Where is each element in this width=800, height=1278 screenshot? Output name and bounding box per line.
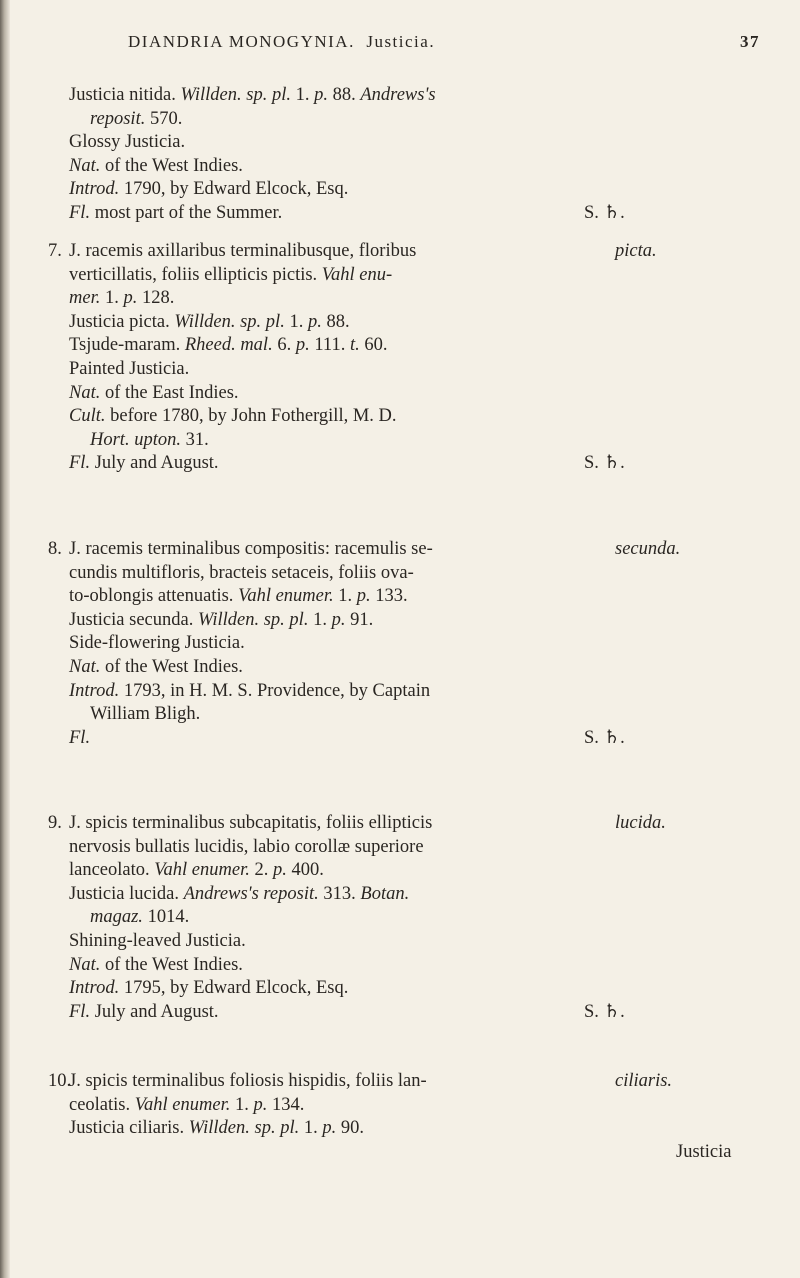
text-fragment: p. [307, 311, 322, 332]
text-fragment: Introd. [69, 179, 120, 200]
entry-line [48, 382, 748, 406]
text-fragment: t. [349, 335, 360, 356]
entry-line [48, 727, 748, 751]
text-fragment: 134. [267, 1094, 305, 1115]
text-fragment: p. [314, 85, 328, 105]
text-fragment: mer. [69, 288, 101, 309]
text-fragment: 31. [180, 429, 209, 450]
text-fragment: J. racemis axillaribus terminalibusque, floribus [69, 241, 417, 261]
text-fragment: Introd. [69, 680, 120, 701]
text-fragment: 1. [291, 85, 315, 105]
entry-line [48, 287, 748, 311]
page-number: 37 [740, 32, 760, 51]
entry-line [48, 906, 748, 930]
entry-line [48, 656, 748, 680]
text-fragment: cundis multifloris, bracteis setaceis, foliis ova- [69, 562, 414, 583]
text-fragment: 111. [309, 335, 350, 356]
text-fragment: of the West Indies. [100, 656, 243, 677]
entry-ciliaris [48, 1070, 748, 1164]
entry-line [48, 108, 748, 132]
entry-line [48, 1117, 748, 1141]
text-fragment: Fl. [69, 453, 91, 474]
entry-number: 9. [48, 813, 62, 833]
entry-line [48, 954, 748, 978]
text-fragment: J. spicis terminalibus subcapitatis, foliis ellipticis [69, 813, 433, 833]
text-fragment: Willden. sp. pl. [188, 1118, 300, 1139]
text-fragment: 6. [272, 335, 296, 356]
season-marker: S. ♄. [584, 202, 625, 223]
text-fragment: 128. [137, 288, 175, 309]
text-fragment: 1. [308, 609, 332, 630]
entry-line [48, 585, 748, 609]
text-fragment: 1790, by Edward Elcock, Esq. [119, 179, 349, 200]
entry-line [48, 84, 748, 108]
entry-line [48, 452, 748, 476]
entry-line [48, 405, 748, 429]
catchword: Justicia [676, 1141, 732, 1162]
text-fragment: Botan. [360, 883, 410, 904]
text-fragment: 1014. [142, 907, 190, 928]
text-fragment: Fl. [69, 202, 91, 223]
entry-line [48, 680, 748, 704]
text-fragment: 1. [333, 586, 357, 607]
entry-secunda [48, 538, 748, 750]
text-fragment: Justicia picta. [69, 311, 175, 332]
text-fragment: Vahl enumer. [154, 860, 250, 881]
text-fragment: Andrews's reposit. [183, 883, 319, 904]
text-fragment: J. spicis terminalibus foliosis hispidis, foliis lan- [69, 1071, 427, 1091]
text-fragment: 1. [299, 1118, 323, 1139]
entry-line [48, 609, 748, 633]
entry-line [48, 632, 748, 656]
text-fragment: 570. [145, 108, 183, 129]
season-marker: S. ♄. [584, 727, 625, 748]
catchword-line [48, 1141, 748, 1165]
text-fragment: 1. [100, 288, 124, 309]
text-fragment: Nat. [69, 155, 101, 176]
text-fragment: Andrews's [360, 85, 436, 105]
text-fragment: 1. [230, 1094, 254, 1115]
species-name: picta. [615, 241, 657, 261]
text-fragment: lanceolato. [69, 860, 155, 881]
text-fragment: nervosis bullatis lucidis, labio corollæ superiore [69, 836, 424, 857]
text-fragment: Painted Justicia. [69, 358, 190, 379]
text-fragment: verticillatis, foliis ellipticis pictis. [69, 264, 322, 285]
text-fragment: Tsjude-maram. [69, 335, 185, 356]
text-fragment: Vahl enu- [321, 264, 393, 285]
text-fragment: most part of the Summer. [90, 202, 283, 223]
entry-lucida [48, 812, 748, 1024]
text-fragment: July and August. [90, 1001, 219, 1022]
text-fragment: magaz. [90, 907, 143, 928]
text-fragment: J. racemis terminalibus compositis: racemulis se- [69, 539, 433, 559]
text-fragment: Vahl enumer. [134, 1094, 231, 1115]
text-fragment: Willden. sp. pl. [180, 85, 291, 105]
text-fragment: 90. [336, 1118, 364, 1139]
text-fragment: to-oblongis attenuatis. [69, 586, 239, 607]
text-fragment: Nat. [69, 954, 101, 975]
text-fragment: 60. [359, 335, 388, 356]
text-fragment: p. [253, 1094, 268, 1115]
entry-line [48, 311, 748, 335]
text-fragment: Side-flowering Justicia. [69, 633, 245, 654]
text-fragment: 1795, by Edward Elcock, Esq. [119, 978, 349, 999]
text-fragment: of the West Indies. [100, 155, 243, 176]
text-fragment: before 1780, by John Fothergill, M. D. [105, 406, 397, 427]
entry-nitida [48, 84, 748, 226]
species-name: secunda. [615, 539, 681, 559]
species-name: ciliaris. [615, 1071, 673, 1091]
text-fragment: of the West Indies. [100, 954, 243, 975]
running-header [0, 32, 800, 60]
entry-line [48, 155, 748, 179]
entry-line [48, 202, 748, 226]
entry-line [48, 883, 748, 907]
text-fragment: Nat. [69, 656, 101, 677]
entry-number: 10. [48, 1071, 72, 1091]
text-fragment: Willden. sp. pl. [197, 609, 309, 630]
text-fragment: Fl. [69, 727, 91, 748]
text-fragment: Justicia secunda. [69, 609, 198, 630]
running-genus: Justicia. [366, 32, 436, 51]
entry-line [48, 1070, 748, 1094]
text-fragment: 88. [328, 85, 361, 105]
text-fragment: p. [295, 335, 310, 356]
text-fragment: Cult. [69, 406, 106, 427]
running-title [128, 32, 435, 52]
entry-line [48, 562, 748, 586]
season-marker: S. ♄. [584, 1001, 625, 1022]
text-fragment: p. [123, 288, 138, 309]
text-fragment: Hort. upton. [90, 429, 181, 450]
text-fragment: 2. [249, 860, 273, 881]
entry-line [48, 859, 748, 883]
running-title-text: DIANDRIA MONOGYNIA. [128, 32, 355, 51]
entry-line [48, 131, 748, 155]
species-name: lucida. [615, 813, 666, 833]
text-fragment: Nat. [69, 382, 101, 403]
entry-line [48, 977, 748, 1001]
entry-line [48, 812, 748, 836]
text-fragment: Justicia nitida. [69, 85, 181, 105]
entry-line [48, 264, 748, 288]
text-fragment: Justicia ciliaris. [69, 1118, 189, 1139]
text-fragment: 91. [345, 609, 374, 630]
text-fragment: reposit. [90, 108, 146, 129]
text-fragment: p. [272, 860, 287, 881]
entry-picta [48, 240, 748, 476]
text-fragment: Justicia lucida. [69, 883, 184, 904]
text-fragment: 133. [370, 586, 408, 607]
season-marker: S. ♄. [584, 453, 625, 474]
entry-line [48, 538, 748, 562]
text-fragment: 313. [318, 883, 361, 904]
entry-line [48, 429, 748, 453]
text-fragment: Glossy Justicia. [69, 132, 186, 153]
entry-line [48, 178, 748, 202]
entry-number: 8. [48, 539, 62, 559]
text-fragment: 88. [321, 311, 350, 332]
text-fragment: William Bligh. [90, 704, 201, 725]
entry-line [48, 334, 748, 358]
page-binding-edge [0, 0, 10, 1278]
entry-line [48, 703, 748, 727]
entry-line [48, 1094, 748, 1118]
text-fragment: of the East Indies. [100, 382, 239, 403]
text-fragment: Rheed. mal. [184, 335, 273, 356]
text-fragment: 1. [284, 311, 308, 332]
text-fragment: Willden. sp. pl. [174, 311, 285, 332]
entry-number: 7. [48, 241, 62, 261]
entry-line [48, 358, 748, 382]
entry-line [48, 930, 748, 954]
text-fragment: Introd. [69, 978, 120, 999]
text-fragment: Vahl enumer. [238, 586, 334, 607]
text-fragment: Shining-leaved Justicia. [69, 930, 246, 951]
entry-line [48, 836, 748, 860]
text-fragment: p. [331, 609, 346, 630]
entry-line [48, 1001, 748, 1025]
text-fragment: 1793, in H. M. S. Providence, by Captain [119, 680, 431, 701]
text-fragment: July and August. [90, 453, 219, 474]
text-fragment: p. [322, 1118, 337, 1139]
text-fragment: 400. [286, 860, 324, 881]
text-fragment: Fl. [69, 1001, 91, 1022]
text-fragment: ceolatis. [69, 1094, 135, 1115]
entry-line [48, 240, 748, 264]
text-fragment: p. [356, 586, 371, 607]
